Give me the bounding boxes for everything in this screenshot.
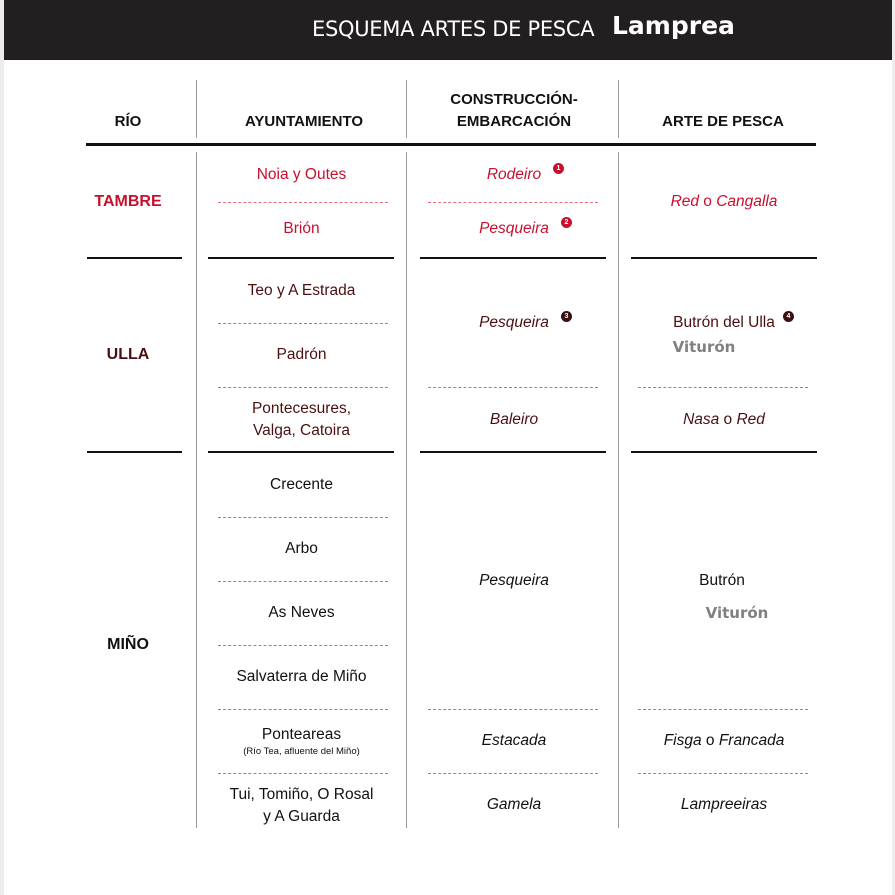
section-rule-tambre-const [420,257,606,259]
mino-arte-2-part2: Francada [718,732,785,749]
ulla-ayto-3-line2: Valga, Catoira [252,422,351,439]
header-rio: RÍO [114,113,142,130]
column-divider-1 [196,152,197,828]
banner-subtitle: ESQUEMA ARTES DE PESCA [312,17,595,41]
mino-ayto-separator-1 [218,517,388,518]
mino-arte-1: Butrón [699,572,745,589]
river-mino: MIÑO [107,636,149,653]
ulla-arte-2-part2: Red [736,411,765,428]
header-divider-1 [196,80,197,138]
tambre-arte [634,191,814,213]
ulla-arte-2-conj: o [719,411,737,428]
river-tambre: TAMBRE [94,193,162,210]
ulla-arte-2 [634,409,814,431]
mino-ayto-separator-4 [218,709,388,710]
column-divider-2 [406,152,407,828]
mino-const-1: Pesqueira [479,572,549,589]
ulla-ayto-3-line1: Pontecesures, [251,400,352,417]
mino-arte-separator-1 [638,709,808,710]
mino-ayto-1: Crecente [270,476,333,493]
mino-const-separator-1 [428,709,598,710]
mino-const-separator-2 [428,773,598,774]
tambre-ayto-2: Brión [283,220,320,237]
mino-arte-1-alt: Viturón [705,604,769,622]
mino-ayto-4: Salvaterra de Miño [236,668,367,685]
mino-const-2: Estacada [481,732,547,749]
mino-const-3: Gamela [486,796,542,813]
header-ayuntamiento: AYUNTAMIENTO [244,113,364,130]
mino-arte-2 [634,730,814,752]
note-marker-3: 3 [561,311,572,322]
header-divider-3 [618,80,619,138]
tambre-const-1: Rodeiro [486,166,542,183]
ulla-const-2: Baleiro [489,411,539,428]
header-construccion-line1: CONSTRUCCIÓN- [450,91,578,108]
ulla-ayto-2: Padrón [276,346,327,363]
mino-ayto-2: Arbo [285,540,318,557]
ulla-ayto-separator-2 [218,387,388,388]
tambre-arte-part1: Red [670,193,699,210]
mino-ayto-6-line2: y A Guarda [263,808,340,825]
tambre-ayto-separator [218,202,388,203]
tambre-ayto-1: Noia y Outes [256,166,347,183]
ulla-const-separator [428,387,598,388]
header-divider-2 [406,80,407,138]
ulla-ayto-3 [214,398,389,442]
tambre-arte-part2: Cangalla [716,193,778,210]
ulla-arte-1-alt: Viturón [672,338,736,356]
column-divider-3 [618,152,619,828]
title-banner [4,0,892,60]
banner-title: Lamprea [612,11,735,40]
note-marker-1: 1 [553,163,564,174]
mino-ayto-5-note: (Río Tea, afluente del Miño) [243,746,360,757]
tambre-const-2: Pesqueira [479,220,549,237]
mino-arte-3: Lampreeiras [680,796,768,813]
page [4,0,892,895]
note-marker-4: 4 [783,311,794,322]
mino-arte-separator-2 [638,773,808,774]
mino-ayto-6-line1: Tui, Tomiño, O Rosal [229,786,374,803]
ulla-const-1: Pesqueira [479,314,549,331]
mino-arte-2-conj: o [701,732,719,749]
header-construccion-line2: EMBARCACIÓN [456,113,572,130]
section-rule-tambre-arte [631,257,817,259]
tambre-arte-conj: o [699,193,717,210]
river-ulla: ULLA [106,346,150,363]
section-rule-ulla-rio [87,451,182,453]
header-rule [86,143,816,146]
section-rule-ulla-const [420,451,606,453]
section-rule-tambre-rio [87,257,182,259]
ulla-ayto-1: Teo y A Estrada [247,282,356,299]
tambre-const-separator [428,202,598,203]
section-rule-ulla-ayto [208,451,394,453]
note-marker-2: 2 [561,217,572,228]
mino-ayto-separator-2 [218,581,388,582]
mino-ayto-5 [214,724,389,758]
ulla-arte-2-part1: Nasa [683,411,720,428]
ulla-ayto-separator-1 [218,323,388,324]
header-arte: ARTE DE PESCA [662,113,784,130]
ulla-arte-1: Butrón del Ulla [673,314,775,331]
section-rule-tambre-ayto [208,257,394,259]
mino-ayto-3: As Neves [268,604,335,621]
ulla-arte-separator [638,387,808,388]
mino-arte-2-part1: Fisga [663,732,702,749]
section-rule-ulla-arte [631,451,817,453]
mino-ayto-6 [214,784,389,828]
mino-ayto-separator-5 [218,773,388,774]
mino-ayto-5-name: Ponteareas [261,726,342,743]
header-construccion [419,89,609,133]
mino-ayto-separator-3 [218,645,388,646]
